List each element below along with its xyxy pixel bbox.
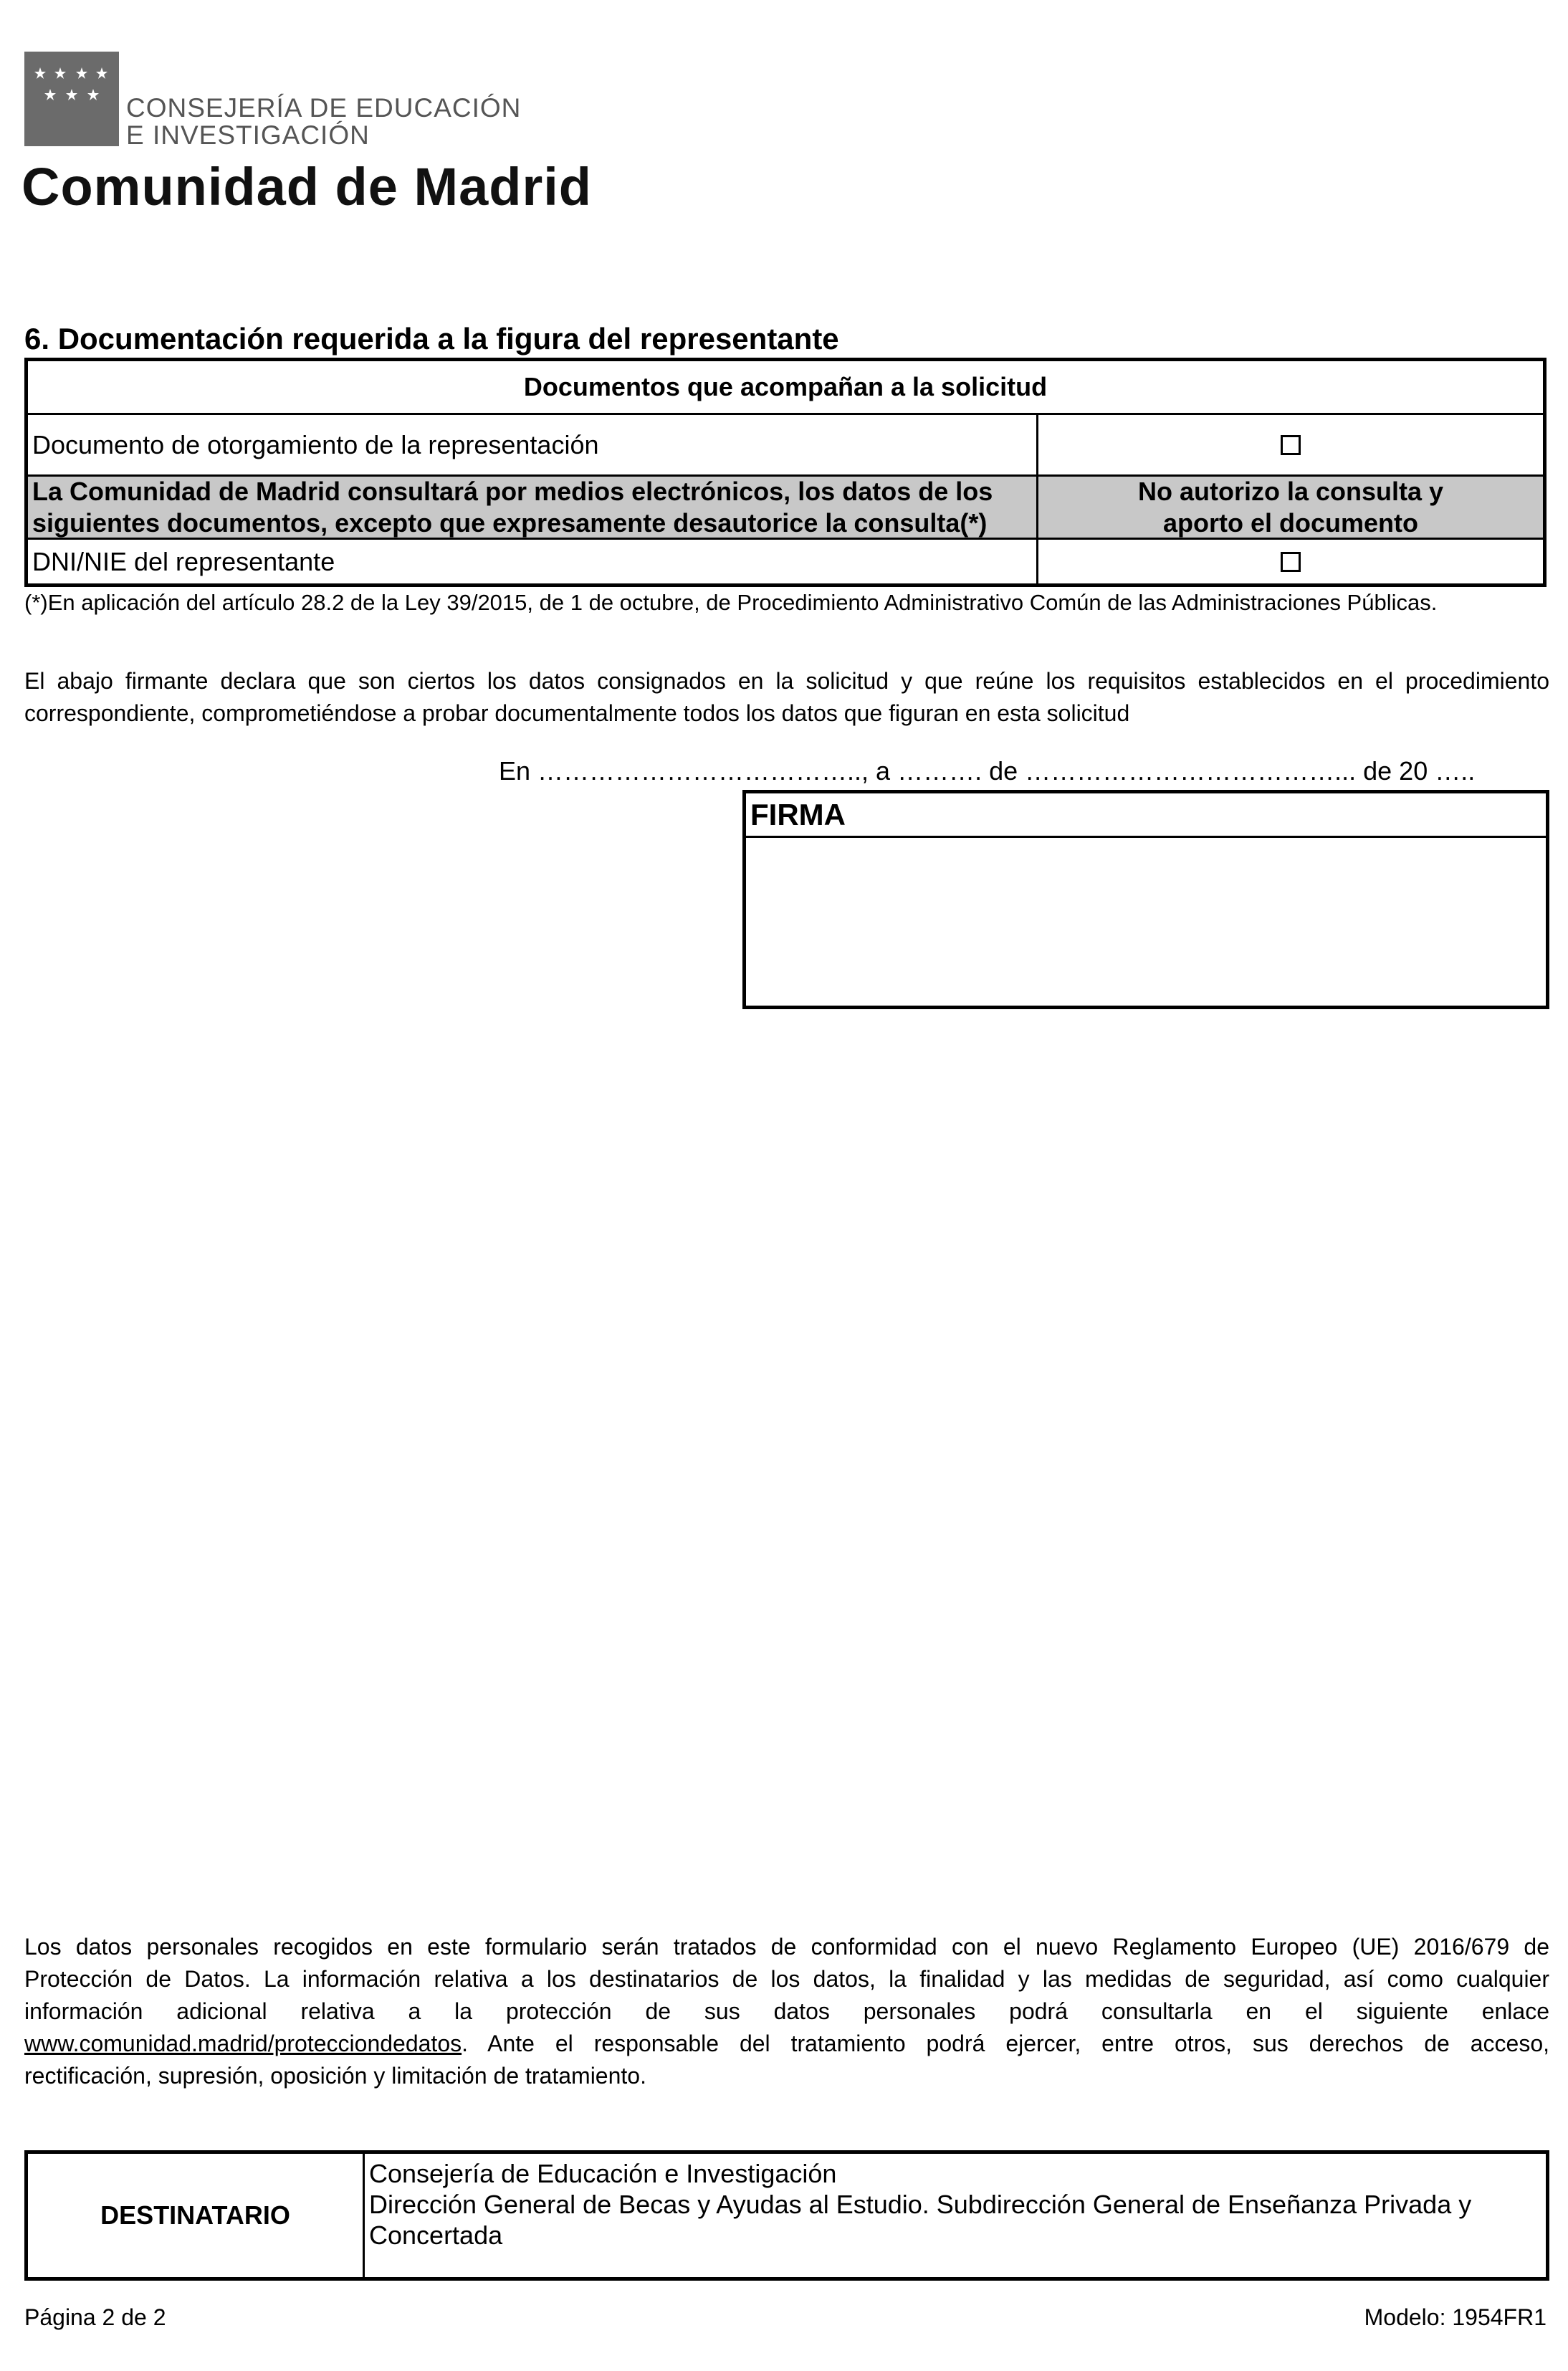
data-protection-link[interactable]: www.comunidad.madrid/protecciondedatos xyxy=(24,2031,462,2056)
place-date-line: En ……………………………….., a ………. de ………………………………... de 20 ….. xyxy=(499,756,1476,786)
privacy-line-4-rest: . Ante el responsable del tratamiento podrá ejercer, entre otros, sus derechos de acceso, xyxy=(462,2031,1549,2056)
logo-stars xyxy=(24,52,119,146)
table-row xyxy=(28,413,1543,474)
declaration-line-1: El abajo firmante declara que son ciertos los datos consignados en la solicitud y que reúne los requisitos establecidos en el procedimiento xyxy=(24,668,1549,694)
consultation-notice-line-1: La Comunidad de Madrid consultará por medios electrónicos, los datos de los xyxy=(32,476,993,506)
no-authorize-line-2: aporto el documento xyxy=(1162,507,1418,538)
representation-document-label: Documento de otorgamiento de la representación xyxy=(28,415,1038,474)
privacy-line-1: Los datos personales recogidos en este formulario serán tratados de conformidad con el nuevo Reglamento Europeo (UE) 2016/679 de xyxy=(24,1934,1549,1960)
documents-table xyxy=(24,358,1547,587)
madrid-stars-flag-icon xyxy=(24,52,119,146)
consultation-notice-line-2: siguientes documentos, excepto que expresamente desautorice la consulta(*) xyxy=(32,507,988,538)
recipient-line-2: Dirección General de Becas y Ayudas al Estudio. Subdirección General de Enseñanza Privada y xyxy=(369,2190,1472,2219)
dni-nie-label: DNI/NIE del representante xyxy=(28,540,1038,583)
section-title: 6. Documentación requerida a la figura del representante xyxy=(24,322,839,356)
privacy-line-5: rectificación, supresión, oposición y limitación de tratamiento. xyxy=(24,2063,646,2089)
recipient-line-3: Concertada xyxy=(369,2220,503,2250)
footnote: (*)En aplicación del artículo 28.2 de la Ley 39/2015, de 1 de octubre, de Procedimiento Administrativo Común de las Administraciones Públicas. xyxy=(24,590,1438,615)
table-row xyxy=(28,474,1543,538)
recipient-label: DESTINATARIO xyxy=(28,2154,365,2277)
page-number: Página 2 de 2 xyxy=(24,2304,166,2330)
recipient-line-1: Consejería de Educación e Investigación xyxy=(369,2159,837,2188)
no-authorize-line-1: No autorizo la consulta y xyxy=(1137,476,1444,506)
department-line-2: E INVESTIGACIÓN xyxy=(126,120,370,150)
signature-box[interactable] xyxy=(742,790,1549,1009)
dni-nie-checkbox[interactable] xyxy=(1281,552,1301,572)
representation-document-checkbox[interactable] xyxy=(1281,435,1301,455)
privacy-line-2: Protección de Datos. La información relativa a los destinatarios de los datos, la finalidad y las medidas de seguridad, así como cualquier xyxy=(24,1966,1549,1992)
signature-label: FIRMA xyxy=(746,793,1546,838)
table-row xyxy=(28,538,1543,583)
documents-table-header: Documentos que acompañan a la solicitud xyxy=(523,372,1048,401)
declaration xyxy=(24,665,1549,730)
privacy-line-4 xyxy=(24,2028,1549,2060)
privacy-notice xyxy=(24,1931,1549,2092)
model-code: Modelo: 1954FR1 xyxy=(1364,2304,1547,2330)
declaration-line-2: correspondiente, comprometiéndose a probar documentalmente todos los datos que figuran en esta solicitud xyxy=(24,700,1130,726)
brand-title: Comunidad de Madrid xyxy=(21,157,592,216)
recipient-table xyxy=(24,2150,1549,2281)
department-line-1: CONSEJERÍA DE EDUCACIÓN xyxy=(126,93,522,123)
privacy-line-3: información adicional relativa a la protección de sus datos personales podrá consultarla en el siguiente enlace xyxy=(24,1998,1549,2024)
